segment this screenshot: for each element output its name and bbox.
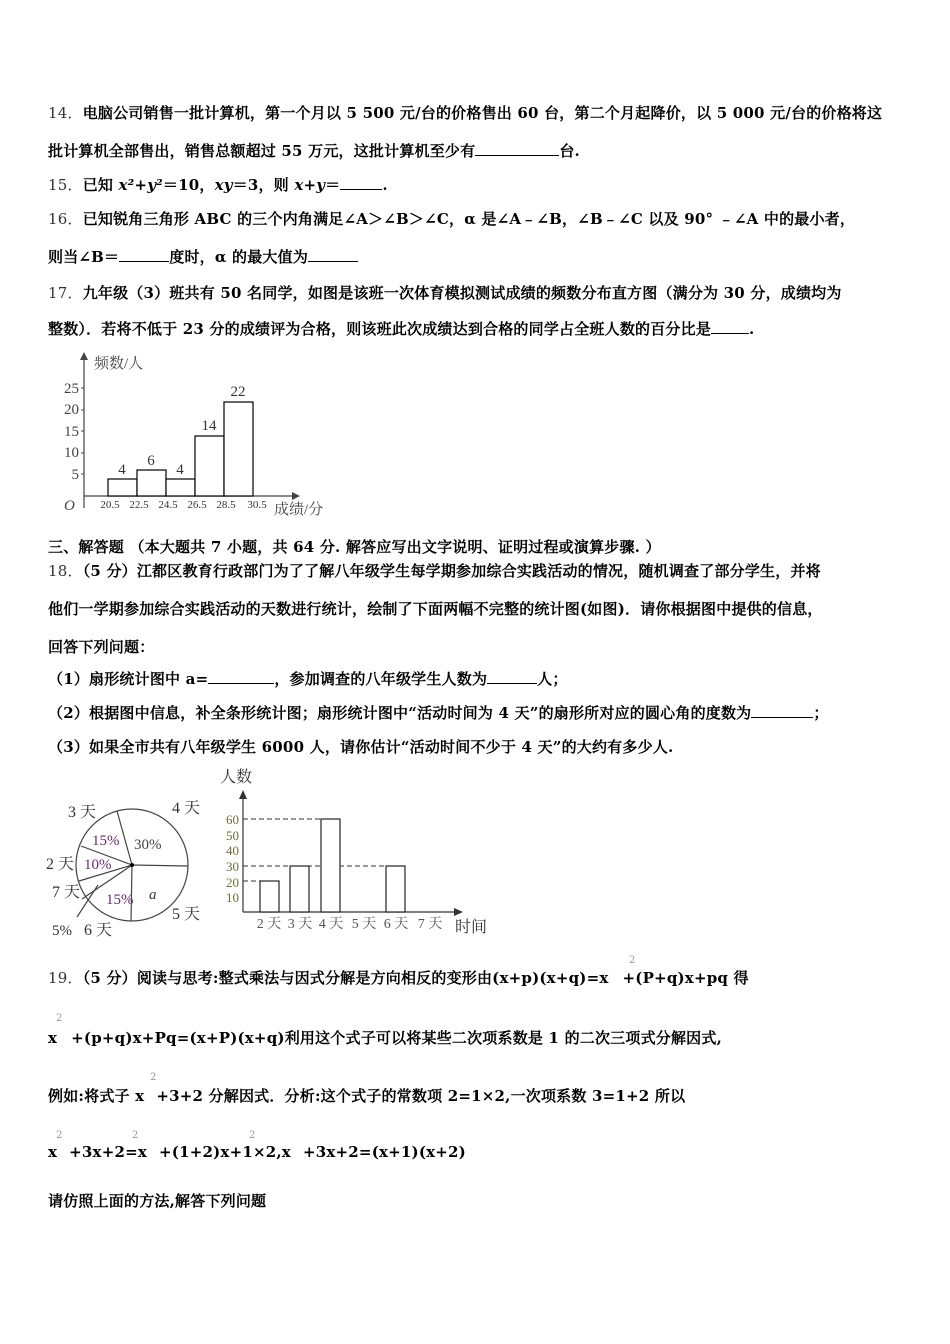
q18-number: 18． [48, 562, 83, 580]
q14-answer-blank[interactable] [475, 141, 559, 156]
svg-text:10: 10 [226, 890, 239, 905]
superscript: 2 [132, 1130, 139, 1141]
q19-text: +(P+q)x+pq 得 [622, 969, 749, 987]
q16-line1 [48, 208, 855, 229]
svg-text:6: 6 [147, 453, 155, 469]
q18-line3: 回答下列问题： [48, 638, 155, 656]
svg-text:10%: 10% [84, 857, 112, 873]
frequency-histogram [52, 348, 342, 527]
q19-text: 例如:将式子 x [48, 1087, 145, 1105]
svg-text:6 天: 6 天 [84, 922, 113, 939]
svg-text:5 天: 5 天 [172, 906, 201, 923]
q15-answer-blank[interactable] [340, 175, 382, 190]
q16-text2: 则当∠B＝ [48, 248, 120, 266]
svg-text:30.5: 30.5 [247, 499, 267, 511]
q19-text: +3+2 分解因式．分析:这个式子的常数项 2=1×2,一次项系数 3=1+2 所以 [156, 1087, 686, 1105]
y-axis-label: 频数/人 [94, 356, 144, 372]
q19-line3 [48, 1085, 685, 1106]
svg-text:22: 22 [230, 384, 246, 400]
q15-text: ＝10， [162, 176, 215, 194]
svg-text:3 天: 3 天 [68, 804, 97, 821]
q17-answer-blank[interactable] [711, 319, 749, 334]
q18-text1: （5 分）江都区教育行政部门为了了解八年级学生每学期参加综合实践活动的情况，随机调查了部分学生，并将 [82, 562, 821, 580]
svg-text:6 天: 6 天 [383, 917, 409, 932]
y-axis-label: 人数 [220, 769, 253, 786]
svg-text:22.5: 22.5 [129, 499, 149, 511]
superscript: 2 [56, 1130, 63, 1141]
q18-sub2-text: （2）根据图中信息，补全条形统计图；扇形统计图中“活动时间为 4 天”的扇形所对应的圆心角的度数为 [48, 704, 752, 722]
svg-text:5%: 5% [52, 923, 72, 939]
q19-text: （5 分）阅读与思考:整式乘法与因式分解是方向相反的变形由(x+p)(x+q)=x [82, 969, 609, 987]
svg-text:60: 60 [226, 812, 239, 827]
q15-expr3: x+y [294, 176, 326, 194]
q17-line2 [48, 318, 754, 339]
svg-text:7 天: 7 天 [52, 884, 81, 901]
q14-text3: 台. [559, 142, 580, 160]
q19-line4 [48, 1143, 466, 1161]
q15-expr2: xy [214, 176, 233, 194]
q18-sub2-text: ； [813, 704, 829, 722]
q19-line1 [48, 967, 749, 988]
q15-text: ＝3，则 [232, 176, 295, 194]
q18-angle-blank[interactable] [751, 703, 813, 718]
q17-text3: . [749, 320, 755, 338]
q18-sub1-text: （1）扇形统计图中 a= [48, 670, 209, 688]
q15-line [48, 174, 388, 195]
q18-sub1 [48, 668, 568, 689]
svg-text:15%: 15% [106, 892, 134, 908]
q19-text: x [48, 1029, 58, 1047]
q19-text: +3x+2=x [69, 1143, 148, 1161]
svg-text:4: 4 [176, 462, 184, 478]
superscript: 2 [56, 1013, 63, 1024]
svg-text:30%: 30% [134, 837, 162, 853]
q18-sub3: （3）如果全市共有八年级学生 6000 人，请你估计“活动时间不少于 4 天”的大约有多少人. [48, 738, 674, 756]
svg-text:15%: 15% [92, 833, 120, 849]
q17-number: 17． [48, 284, 83, 302]
svg-text:25: 25 [64, 381, 79, 397]
svg-text:4: 4 [118, 462, 126, 478]
svg-text:15: 15 [64, 424, 79, 440]
origin-label: O [64, 498, 75, 514]
svg-text:4 天: 4 天 [318, 917, 344, 932]
q18-line1 [48, 560, 821, 581]
svg-text:4 天: 4 天 [172, 800, 201, 817]
q14-line2 [48, 140, 580, 161]
svg-text:10: 10 [64, 445, 79, 461]
svg-text:24.5: 24.5 [158, 499, 178, 511]
svg-text:14: 14 [201, 418, 217, 434]
q19-line2 [48, 1027, 722, 1048]
q14-line1 [48, 102, 882, 123]
pie-chart [44, 795, 209, 944]
q15-expr1: x²+y² [118, 176, 163, 194]
svg-text:50: 50 [226, 828, 239, 843]
q14-text1: 电脑公司销售一批计算机，第一个月以 5 500 元/台的价格售出 60 台，第二个月起降价，以 5 000 元/台的价格将这 [82, 104, 883, 122]
q14-number: 14． [48, 104, 83, 122]
q17-line1 [48, 282, 842, 303]
svg-text:26.5: 26.5 [187, 499, 207, 511]
q16-answer-blank2[interactable] [308, 247, 358, 262]
activity-bar-chart [210, 762, 495, 946]
q16-line2 [48, 246, 358, 267]
q15-number: 15． [48, 176, 83, 194]
svg-text:28.5: 28.5 [216, 499, 236, 511]
svg-text:2 天: 2 天 [256, 917, 282, 932]
q19-text: +3x+2=(x+1)(x+2) [302, 1143, 466, 1161]
q19-number: 19． [48, 969, 83, 987]
q17-text1: 九年级（3）班共有 50 名同学，如图是该班一次体育模拟测试成绩的频数分布直方图（满分为 30 分，成绩均为 [82, 284, 842, 302]
svg-text:20: 20 [64, 402, 79, 418]
svg-text:20: 20 [226, 875, 239, 890]
svg-text:a: a [149, 887, 157, 903]
q18-a-blank[interactable] [208, 669, 274, 684]
q18-sub1-text: 人； [537, 670, 568, 688]
superscript: 2 [629, 955, 636, 966]
q19-text: +(1+2)x+1×2,x [159, 1143, 291, 1161]
q18-line2: 他们一学期参加综合实践活动的天数进行统计，绘制了下面两幅不完整的统计图(如图)．请你根据图中提供的信息， [48, 600, 823, 618]
q19-line5: 请仿照上面的方法,解答下列问题 [48, 1192, 267, 1210]
q15-text: . [382, 176, 388, 194]
superscript: 2 [150, 1072, 157, 1083]
q19-text: x [48, 1143, 58, 1161]
svg-text:5: 5 [71, 467, 79, 483]
q16-text3: 度时，α 的最大值为 [169, 248, 309, 266]
q16-text1: 已知锐角三角形 ABC 的三个内角满足∠A＞∠B＞∠C，α 是∠A﹣∠B，∠B﹣∠C 以及 90° ﹣∠A 中的最小者， [82, 210, 856, 228]
svg-text:2 天: 2 天 [46, 856, 75, 873]
svg-text:7 天: 7 天 [417, 917, 443, 932]
q16-number: 16． [48, 210, 83, 228]
svg-text:3 天: 3 天 [287, 917, 313, 932]
svg-text:30: 30 [226, 859, 239, 874]
q15-text: ＝ [325, 176, 341, 194]
q19-text: +(p+q)x+Pq=(x+P)(x+q)利用这个式子可以将某些二次项系数是 1 的二次三项式分解因式, [71, 1029, 722, 1047]
q17-text2: 整数）．若将不低于 23 分的成绩评为合格，则该班此次成绩达到合格的同学占全班人数的百分比是 [48, 320, 712, 338]
x-axis-label: 时间 [455, 919, 488, 936]
q15-text: 已知 [82, 176, 119, 194]
section-3-title: 三、解答题 （本大题共 7 小题，共 64 分. 解答应写出文字说明、证明过程或演算步骤. ） [48, 538, 661, 556]
q18-sub1-text: ，参加调查的八年级学生人数为 [274, 670, 488, 688]
q18-sub2 [48, 702, 829, 723]
svg-text:40: 40 [226, 843, 239, 858]
superscript: 2 [249, 1130, 256, 1141]
q16-answer-blank1[interactable] [119, 247, 169, 262]
q14-text2: 批计算机全部售出，销售总额超过 55 万元，这批计算机至少有 [48, 142, 476, 160]
q18-count-blank[interactable] [487, 669, 537, 684]
svg-text:20.5: 20.5 [100, 499, 120, 511]
x-axis-label: 成绩/分 [274, 502, 324, 518]
svg-text:5 天: 5 天 [351, 917, 377, 932]
